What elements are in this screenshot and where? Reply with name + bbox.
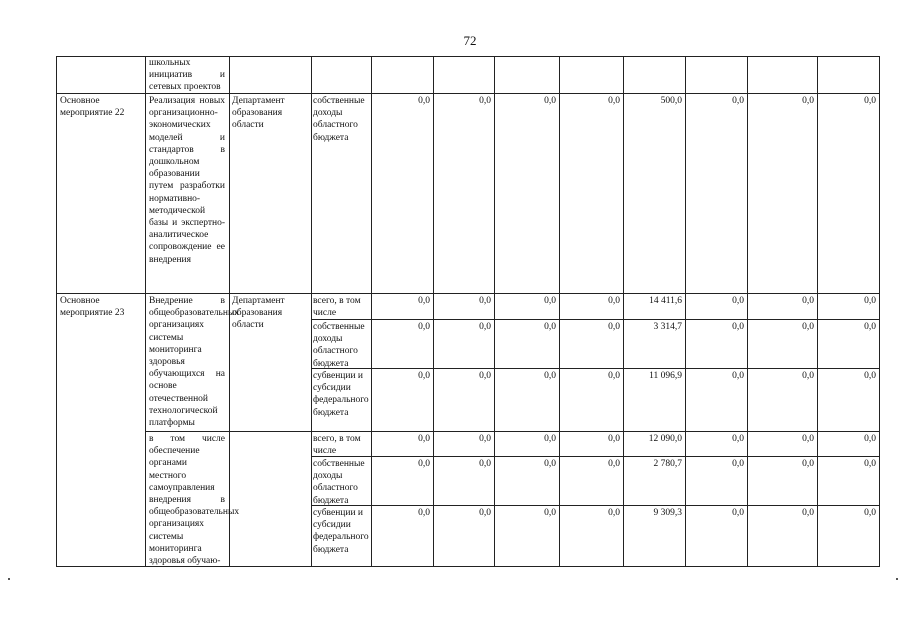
value-cell: 0,0 [864,508,876,518]
value-cell: 0,0 [418,96,430,106]
value-cell: 0,0 [608,508,620,518]
value-cell: 0,0 [732,296,744,306]
page-number: 72 [463,33,477,48]
value-cell: 0,0 [608,322,620,332]
column-divider [559,57,560,566]
row-divider [57,293,879,294]
event-22-name: Основное мероприятие 22 [60,96,125,119]
value-cell: 0,0 [544,371,556,381]
value-cell: 0,0 [479,434,491,444]
value-cell: 0,0 [802,371,814,381]
value-cell: 0,0 [608,96,620,106]
event-23-source-total: всего, в том числе [313,296,361,319]
event-23-name: Основное мероприятие 23 [60,296,125,319]
value-cell: 2 780,7 [653,459,682,469]
column-divider [494,57,495,566]
row-divider [311,368,879,369]
value-cell: 0,0 [732,371,744,381]
value-cell: 0,0 [864,434,876,444]
row-divider [145,431,879,432]
sub-23-source-own: собственные доходы областного бюджета [313,459,365,506]
value-cell: 9 309,3 [653,508,682,518]
sub-23-source-federal: субвенции и субсидии федерального бюджета [313,508,369,555]
value-cell: 0,0 [418,296,430,306]
row-divider [311,456,879,457]
column-divider [747,57,748,566]
budget-table [56,56,880,567]
value-cell: 0,0 [479,322,491,332]
value-cell: 0,0 [418,322,430,332]
value-cell: 0,0 [418,371,430,381]
value-cell: 0,0 [802,434,814,444]
value-cell: 500,0 [660,96,682,106]
value-cell: 0,0 [544,322,556,332]
event-22-source: собственные доходы областного бюджета [313,96,365,143]
value-cell: 0,0 [802,296,814,306]
value-cell: 0,0 [479,459,491,469]
value-cell: 0,0 [802,322,814,332]
value-cell: 0,0 [479,96,491,106]
scan-speck [8,578,10,580]
column-divider [817,57,818,566]
value-cell: 0,0 [864,322,876,332]
event-22-executor: Департамент образования области [232,96,285,131]
value-cell: 0,0 [864,371,876,381]
value-cell: 0,0 [608,296,620,306]
value-cell: 0,0 [418,434,430,444]
column-divider [371,57,372,566]
event-23-description: Внедрение в общеобразовательных организациях системы мониторинга здоровья обучающихся на основе отечественной технологической платформы [149,296,240,429]
value-cell: 0,0 [479,371,491,381]
value-cell: 12 090,0 [648,434,682,444]
value-cell: 0,0 [864,296,876,306]
event-23-source-federal: субвенции и субсидии федерального бюджета [313,371,369,418]
value-cell: 0,0 [608,434,620,444]
continued-description: школьных инициатив и сетевых проектов [149,58,225,93]
value-cell: 14 411,6 [649,296,682,306]
sub-23-description: в том числе обеспечение органами местного самоуправления внедрения в общеобразовательных организациях системы мониторинга здоровья обучаю- [149,434,240,567]
value-cell: 0,0 [544,508,556,518]
value-cell: 0,0 [418,459,430,469]
value-cell: 11 096,9 [649,371,682,381]
value-cell: 0,0 [544,434,556,444]
value-cell: 0,0 [864,96,876,106]
value-cell: 0,0 [544,96,556,106]
column-divider [145,57,146,566]
value-cell: 0,0 [802,96,814,106]
column-divider [623,57,624,566]
event-22-description: Реализация новых организационно-экономических моделей и стандартов в дошкольном образовании путем разработки нормативно-методической базы и экспертно-аналитическое сопровождение ее внедрения [149,96,225,265]
column-divider [433,57,434,566]
row-divider [311,319,879,320]
column-divider [685,57,686,566]
scan-speck [896,578,898,580]
value-cell: 0,0 [732,434,744,444]
value-cell: 0,0 [732,322,744,332]
value-cell: 0,0 [732,96,744,106]
value-cell: 0,0 [544,459,556,469]
value-cell: 0,0 [544,296,556,306]
value-cell: 0,0 [608,371,620,381]
value-cell: 0,0 [479,508,491,518]
value-cell: 0,0 [732,459,744,469]
value-cell: 0,0 [802,459,814,469]
row-divider [311,505,879,506]
value-cell: 0,0 [864,459,876,469]
value-cell: 0,0 [418,508,430,518]
value-cell: 3 314,7 [653,322,682,332]
column-divider [311,57,312,566]
event-23-source-own: собственные доходы областного бюджета [313,322,365,369]
value-cell: 0,0 [802,508,814,518]
sub-23-source-total: всего, в том числе [313,434,361,457]
value-cell: 0,0 [732,508,744,518]
value-cell: 0,0 [479,296,491,306]
value-cell: 0,0 [608,459,620,469]
event-23-executor: Департамент образования области [232,296,285,331]
